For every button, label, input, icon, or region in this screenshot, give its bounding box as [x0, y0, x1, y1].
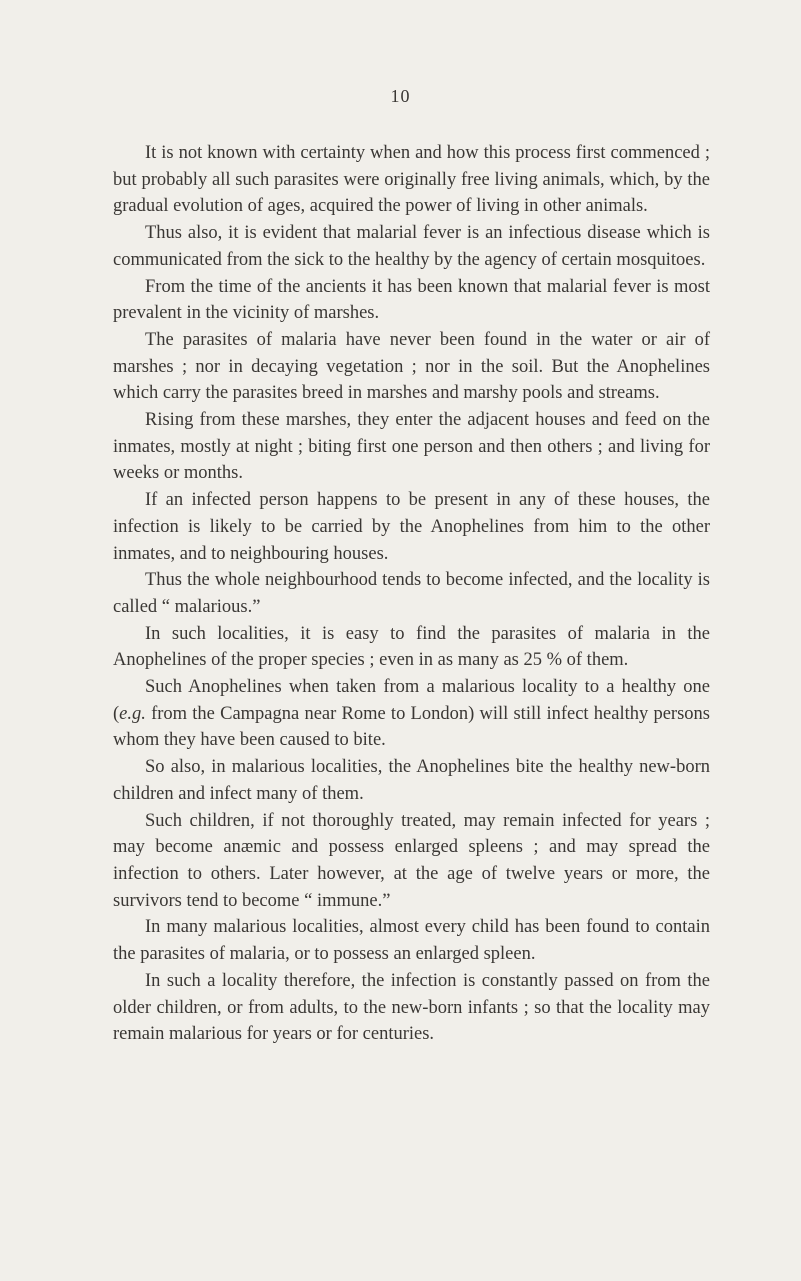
- paragraph: Thus the whole neighbourhood tends to become infected, and the locality is called “ malarious.”: [113, 570, 710, 617]
- body-text: [113, 140, 710, 1048]
- paragraph: Such children, if not thoroughly treated, may remain infected for years ; may become anæmic and possess enlarged spleens ; and may spread the infection to others. Later however, at the age of twelve years or more, the survivors tend to become “ immune.”: [113, 810, 710, 911]
- paragraph-eg-after: from the Campagna near Rome to London) will still infect healthy persons whom they have been caused to bite.: [113, 703, 710, 751]
- paragraph: In such a locality therefore, the infection is constantly passed on from the older children, or from adults, to the new-born infants ; so that the locality may remain malarious for years or for centuries.: [113, 970, 710, 1045]
- paragraph: If an infected person happens to be present in any of these houses, the infection is likely to be carried by the Anophelines from him to the other inmates, and to neighbouring houses.: [113, 490, 710, 564]
- paragraph-eg-italic: e.g.: [119, 703, 146, 724]
- paragraph: From the time of the ancients it has been known that malarial fever is most prevalent in the vicinity of marshes.: [113, 276, 710, 324]
- paragraph: Thus also, it is evident that malarial fever is an infectious disease which is communicated from the sick to the healthy by the agency of certain mosquitoes.: [113, 223, 710, 270]
- paragraph: In such localities, it is easy to find the parasites of malaria in the Anophelines of the proper species ; even in as many as 25 % of them.: [113, 623, 710, 671]
- paragraph: Rising from these marshes, they enter the adjacent houses and feed on the inmates, mostly at night ; biting first one person and then others ; and living for weeks or months.: [113, 410, 710, 484]
- paragraph: In many malarious localities, almost every child has been found to contain the parasites of malaria, or to possess an enlarged spleen.: [113, 917, 710, 965]
- paragraph: The parasites of malaria have never been found in the water or air of marshes ; nor in decaying vegetation ; nor in the soil. But the Anophelines which carry the parasites breed in marshes and marshy pools and streams.: [113, 329, 710, 404]
- paragraph: So also, in malarious localities, the Anophelines bite the healthy new-born children and infect many of them.: [113, 757, 710, 804]
- paragraph-eg: [113, 674, 710, 754]
- paragraph: It is not known with certainty when and how this process first commenced ; but probably all such parasites were originally free living animals, which, by the gradual evolution of ages, acquired the power of living in other animals.: [113, 143, 710, 217]
- page-number: 10: [390, 86, 411, 106]
- paragraph-eg-before: Such Anophelines when taken from a malarious locality to a healthy one (: [113, 677, 710, 724]
